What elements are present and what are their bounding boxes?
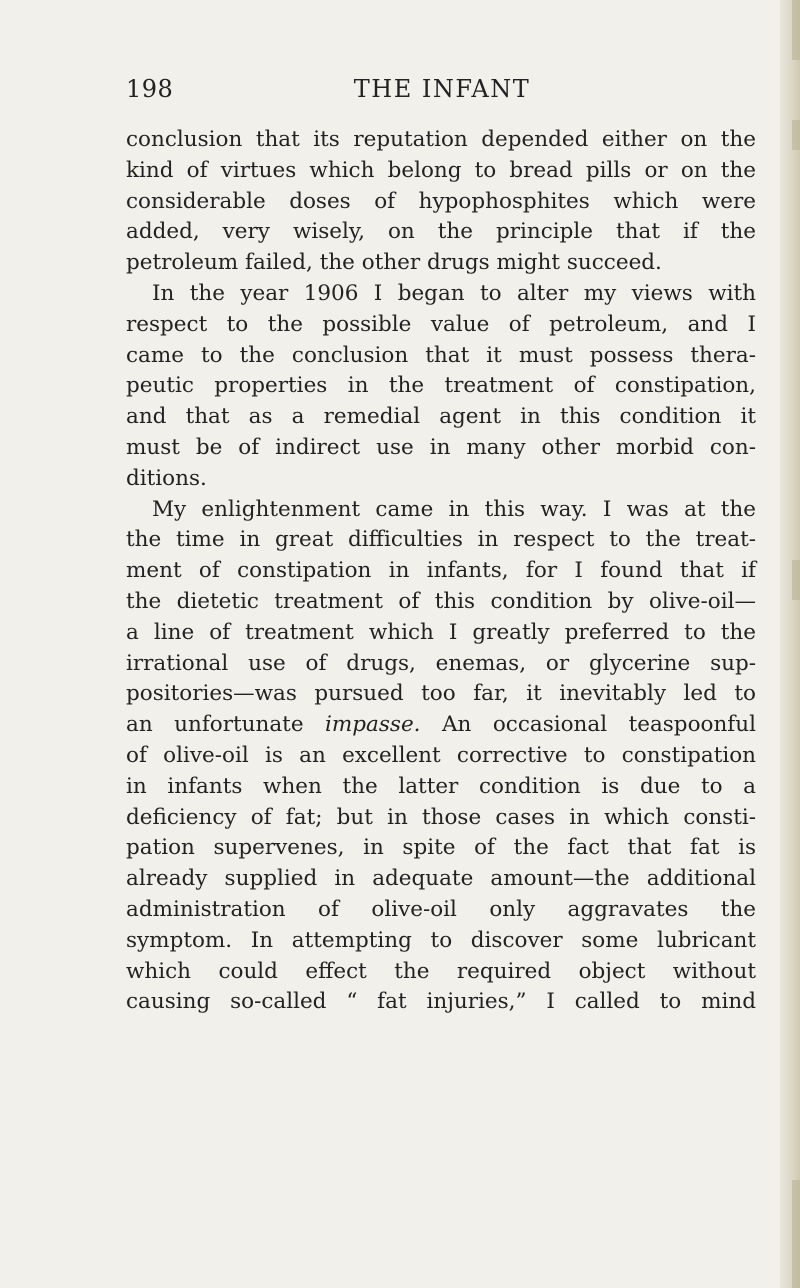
text-line: and that as a remedial agent in this condition it: [126, 404, 756, 430]
body-text: [126, 125, 756, 1018]
text-line: ditions.: [126, 465, 207, 491]
text-line: symptom. In attempting to discover some lubricant: [126, 927, 756, 953]
line-text-after: An occasional teaspoonful: [420, 712, 756, 738]
text-line: the time in great difficulties in respect to the treat-: [126, 527, 756, 553]
text-line: [126, 710, 756, 741]
running-head: THE INFANT: [353, 75, 531, 103]
text-line: must be of indirect use in many other morbid con-: [126, 434, 756, 460]
text-line: the dietetic treatment of this condition by olive-oil—: [126, 588, 756, 614]
edge-mark: [792, 560, 800, 600]
text-line: deficiency of fat; but in those cases in which consti-: [126, 804, 756, 830]
text-line: peutic properties in the treatment of constipation,: [126, 373, 756, 399]
edge-mark: [792, 120, 800, 150]
text-line: which could effect the required object without: [126, 958, 756, 984]
text-line: kind of virtues which belong to bread pills or on the: [126, 157, 756, 183]
text-line: respect to the possible value of petroleum, and I: [126, 311, 756, 337]
text-line: considerable doses of hypophosphites which were: [126, 188, 756, 214]
text-line: added, very wisely, on the principle that if the: [126, 219, 756, 245]
italic-term: impasse.: [325, 712, 421, 738]
text-line: irrational use of drugs, enemas, or glycerine sup-: [126, 650, 756, 676]
page-edge-shadow: [780, 0, 800, 1288]
text-line: already supplied in adequate amount—the additional: [126, 866, 756, 892]
text-line: My enlightenment came in this way. I was at the: [152, 496, 756, 522]
text-line: a line of treatment which I greatly preferred to the: [126, 619, 756, 645]
edge-mark: [792, 1180, 800, 1288]
text-line: positories—was pursued too far, it inevitably led to: [126, 681, 756, 707]
text-line: of olive-oil is an excellent corrective to constipation: [126, 742, 756, 768]
edge-mark: [792, 0, 800, 60]
text-line: petroleum failed, the other drugs might succeed.: [126, 250, 662, 276]
text-line: causing so-called “ fat injuries,” I called to mind: [126, 989, 756, 1015]
text-line: administration of olive-oil only aggravates the: [126, 896, 756, 922]
page-number: 198: [126, 75, 174, 103]
line-text-before: an unfortunate: [126, 712, 326, 738]
text-line: came to the conclusion that it must possess thera-: [126, 342, 756, 368]
text-line: In the year 1906 I began to alter my views with: [152, 280, 756, 306]
text-line: conclusion that its reputation depended either on the: [126, 127, 756, 152]
text-line: in infants when the latter condition is due to a: [126, 773, 756, 799]
text-line: ment of constipation in infants, for I found that if: [126, 558, 756, 584]
page-header: [126, 72, 758, 106]
text-line: pation supervenes, in spite of the fact that fat is: [126, 835, 756, 861]
